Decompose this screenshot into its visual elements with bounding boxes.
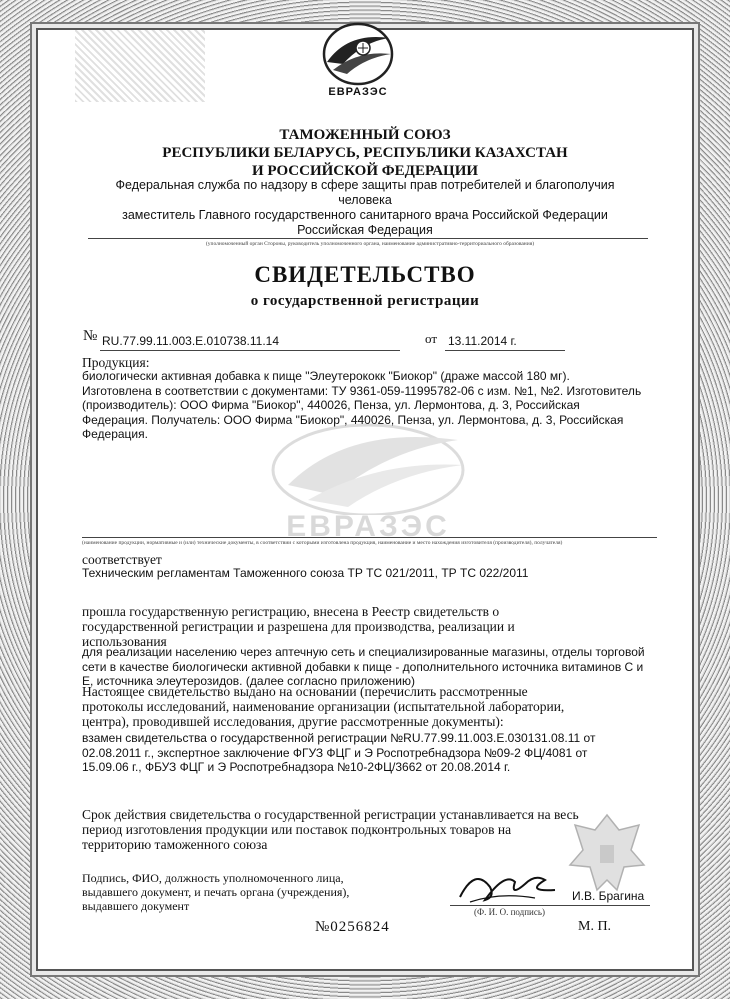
agency-underline: [88, 238, 648, 239]
usage-line: Е, источника элеутерозидов. (далее согласно приложению): [82, 674, 415, 688]
certificate-title: СВИДЕТЕЛЬСТВО: [254, 262, 476, 287]
basis-line: Настоящее свидетельство выдано на основании (перечислить рассмотренные: [82, 684, 528, 699]
fio-caption: (Ф. И. О. подпись): [474, 907, 545, 917]
date-label: от: [425, 331, 438, 346]
union-line: ТАМОЖЕННЫЙ СОЮЗ: [279, 127, 451, 143]
eurasec-logo: [303, 20, 413, 102]
customs-union-heading: [100, 126, 630, 180]
usage-scope: [82, 645, 660, 689]
seal-place-label: М. П.: [578, 919, 612, 934]
agency-line: Федеральная служба по надзору в сфере защиты прав потребителей и благополучия человека: [115, 178, 615, 207]
union-line: РЕСПУБЛИКИ БЕЛАРУСЬ, РЕСПУБЛИКИ КАЗАХСТАН: [162, 145, 568, 161]
registration-number: RU.77.99.11.003.E.010738.11.14: [102, 334, 280, 348]
basis-documents: [82, 731, 642, 775]
signature-icon: [455, 862, 565, 907]
product-line: биологически активная добавка к пище "Элеутерококк "Биокор" (драже массой 180 мг).: [82, 369, 570, 383]
basis-doc-line: 02.08.2011 г., экспертное заключение ФГУЗ ФЦГ и Э Роспотребнадзора №09-2 ФЦ/4081 от: [82, 745, 588, 760]
agency-caption: (уполномоченный орган Стороны, руководитель уполномоченного органа, наименование административно-территориального образования): [205, 241, 535, 247]
product-underline: [82, 537, 657, 538]
conformity-label: соответствует: [82, 552, 162, 567]
agency-line: Российская Федерация: [297, 223, 433, 237]
product-line: Федерация.: [82, 427, 148, 441]
validity-line: период изготовления продукции или поставок подконтрольных товаров на: [82, 822, 512, 837]
signature-caption-line: Подпись, ФИО, должность уполномоченного лица,: [82, 871, 344, 885]
signature-caption-line: выдавшего документ, и печать органа (учреждения),: [82, 885, 350, 899]
conformity-regulations: Техническим регламентам Таможенного союза ТР ТС 021/2011, ТР ТС 022/2011: [82, 566, 529, 580]
usage-line: для реализации населению через аптечную сеть и специализированные магазины, отделы торговой: [82, 645, 645, 659]
validity-line: Срок действия свидетельства о государственной регистрации устанавливается на весь: [82, 807, 579, 822]
logo-caption: ЕВРАЗЭС: [328, 86, 388, 98]
product-line: (производитель): ООО Фирма "Биокор", 440026, Пенза, ул. Лермонтова, д. 3, Российская: [82, 398, 580, 412]
basis-doc-line: 15.09.06 г., ФБУЗ ФЦГ и Э Роспотребнадзора №10-2ФЦ/3662 от 20.08.2014 г.: [82, 760, 511, 774]
statement-line: государственной регистрации и разрешена для производства, реализации и: [82, 619, 515, 634]
signature-caption-line: выдавшего документ: [82, 899, 190, 913]
serial-number: №0256824: [315, 919, 390, 935]
corner-ornament: [75, 30, 205, 102]
product-label: Продукция:: [82, 355, 150, 370]
handwritten-signature: [455, 862, 565, 907]
issuance-basis: [82, 684, 642, 729]
basis-line: протоколы исследований, наименование организации (испытательной лаборатории,: [82, 699, 565, 714]
validity-line: территорию таможенного союза: [82, 837, 268, 852]
issuing-agency: [90, 178, 640, 238]
statement-line: использования: [82, 634, 167, 649]
registration-statement: [82, 604, 642, 649]
signature-underline: [450, 905, 650, 906]
basis-line: центра), проводившей исследования, другие рассмотренные документы):: [82, 714, 504, 729]
signer-name: И.В. Брагина: [572, 889, 645, 903]
issue-date: 13.11.2014 г.: [448, 334, 517, 348]
agency-line: заместитель Главного государственного санитарного врача Российской Федерации: [122, 208, 608, 222]
number-sign: №: [83, 328, 98, 344]
product-description: [82, 369, 657, 442]
product-line: Изготовлена в соответствии с документами: ТУ 9361-059-11995782-06 с изм. №1, №2. Изготовитель: [82, 383, 642, 398]
product-caption: (наименование продукции, нормативные и (или) технические документы, в соответствии с которыми изготовлена продукция, наименование и место нахождения изготовителя (производителя), получателя): [82, 540, 563, 546]
date-underline: [445, 350, 565, 351]
union-line: И РОССИЙСКОЙ ФЕДЕРАЦИИ: [251, 163, 479, 179]
usage-line: сети в качестве биологически активной добавки к пище - дополнительного источника витаминов С и: [82, 659, 644, 674]
watermark-text: ЕВРАЗЭС: [286, 510, 450, 543]
product-line: Федерация. Получатель: ООО Фирма "Биокор", 440026, Пенза, ул. Лермонтова, д. 3, Российская: [82, 412, 624, 427]
basis-doc-line: взамен свидетельства о государственной регистрации №RU.77.99.11.003.E.030131.08.11 от: [82, 731, 596, 745]
statement-line: прошла государственную регистрацию, внесена в Реестр свидетельств о: [82, 604, 500, 619]
signature-caption: [82, 871, 412, 913]
number-underline: [100, 350, 400, 351]
certificate-subtitle: о государственной регистрации: [250, 293, 480, 309]
